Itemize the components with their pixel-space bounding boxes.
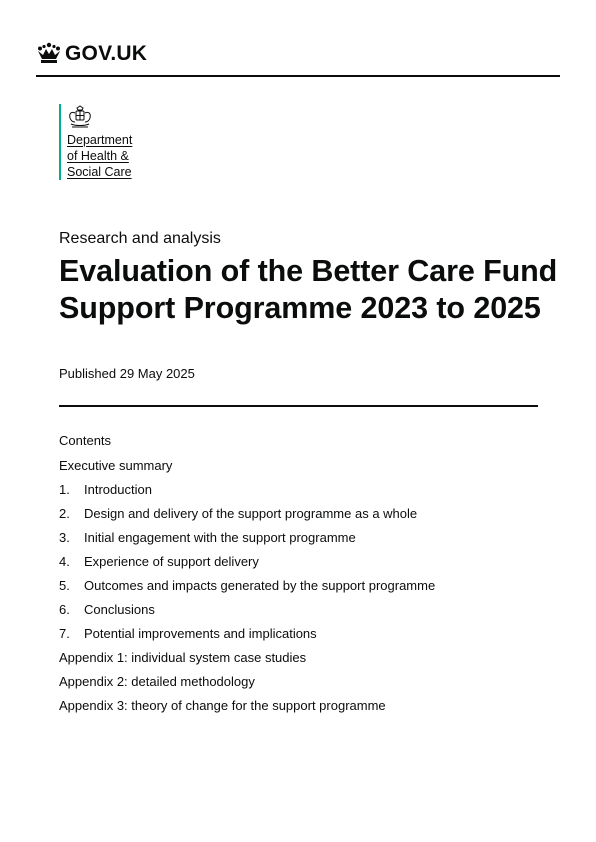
contents-item-label: Initial engagement with the support programme [84, 530, 356, 545]
contents-item-executive-summary[interactable] [59, 458, 435, 482]
contents-item-number: 6. [59, 602, 70, 617]
organisation-name-line-2[interactable]: of Health & [67, 149, 129, 163]
contents-item-label: Potential improvements and implications [84, 626, 317, 641]
section-divider [59, 405, 538, 407]
contents-item-potential-improvements[interactable] [59, 626, 435, 650]
contents-item-label: Executive summary [59, 458, 173, 473]
contents-item-initial-engagement[interactable] [59, 530, 435, 554]
contents-item-number: 3. [59, 530, 70, 545]
contents-item-number: 1. [59, 482, 70, 497]
contents-item-label: Appendix 2: detailed methodology [59, 674, 255, 689]
contents-item-experience-of-support[interactable] [59, 554, 435, 578]
contents-item-label: Appendix 3: theory of change for the support programme [59, 698, 386, 713]
published-date: Published 29 May 2025 [59, 366, 195, 381]
contents-item-label: Appendix 1: individual system case studies [59, 650, 307, 665]
contents-item-number: 5. [59, 578, 70, 593]
contents-item-label: Experience of support delivery [84, 554, 259, 569]
govuk-logo-link[interactable]: GOV.UK [65, 42, 148, 65]
contents-item-design-and-delivery[interactable] [59, 506, 435, 530]
contents-item-appendix-3[interactable] [59, 698, 435, 722]
contents-item-label: Introduction [84, 482, 152, 497]
royal-arms-crest-icon [66, 105, 94, 131]
contents-list [59, 458, 435, 722]
crown-icon [36, 42, 62, 64]
contents-item-label: Outcomes and impacts generated by the support programme [84, 578, 436, 593]
organisation-name [67, 132, 187, 180]
govuk-header [36, 40, 560, 77]
contents-item-number: 4. [59, 554, 70, 569]
contents-item-number: 7. [59, 626, 70, 641]
contents-item-introduction[interactable] [59, 482, 435, 506]
contents-item-label: Design and delivery of the support programme as a whole [84, 506, 418, 521]
contents-heading: Contents [59, 433, 112, 448]
organisation-logo[interactable] [59, 104, 133, 180]
page-title: Evaluation of the Better Care Fund Support Programme 2023 to 2025 [59, 254, 558, 325]
contents-item-appendix-1[interactable] [59, 650, 435, 674]
contents-item-appendix-2[interactable] [59, 674, 435, 698]
document-type-caption: Research and analysis [59, 230, 221, 247]
contents-item-label: Conclusions [84, 602, 155, 617]
contents-item-conclusions[interactable] [59, 602, 435, 626]
organisation-name-line-3[interactable]: Social Care [67, 165, 132, 179]
contents-item-outcomes-and-impacts[interactable] [59, 578, 435, 602]
organisation-name-line-1[interactable]: Department [67, 133, 133, 147]
contents-item-number: 2. [59, 506, 70, 521]
